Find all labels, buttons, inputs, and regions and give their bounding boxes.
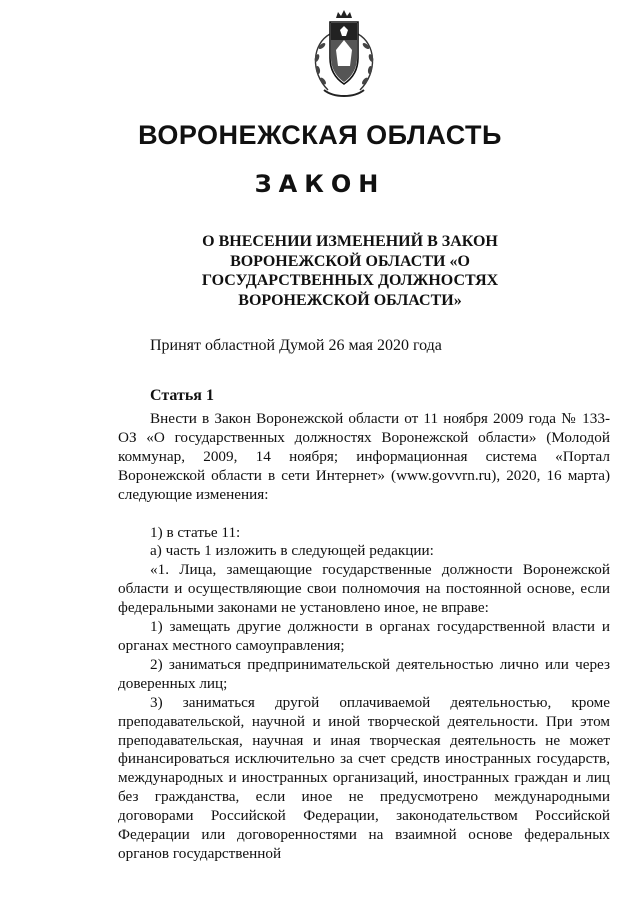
paragraph: «1. Лица, замещающие государственные должности Воронежской области и осуществляющие свои полномочия на постоянной основе, если федеральными законами не установлено иное, не вправе: <box>118 561 610 617</box>
adoption-date: Принят областной Думой 26 мая 2020 года <box>150 337 442 354</box>
paragraph: 2) заниматься предпринимательской деятельностью лично или через доверенных лиц; <box>118 655 610 692</box>
paragraph: а) часть 1 изложить в следующей редакции: <box>150 542 434 560</box>
article-heading: Статья 1 <box>150 387 214 404</box>
law-title-line: ВОРОНЕЖСКОЙ ОБЛАСТИ» <box>238 291 462 309</box>
law-title-line: ВОРОНЕЖСКОЙ ОБЛАСТИ «О <box>230 252 470 270</box>
region-name: ВОРОНЕЖСКАЯ ОБЛАСТЬ <box>138 120 502 150</box>
document-body <box>118 410 610 864</box>
paragraph: Внести в Закон Воронежской области от 11 ноября 2009 года № 133-ОЗ «О государственных должностях Воронежской области» (Молодой коммунар, 2009, 14 ноября; информационная система «Портал Воронежской области в сети Интернет» (www.govvrn.ru), 2020, 16 марта) следующие изменения: <box>118 410 610 503</box>
document-type: ЗАКОН <box>254 170 386 198</box>
paragraph: 1) в статье 11: <box>150 523 241 541</box>
law-title-line: О ВНЕСЕНИИ ИЗМЕНЕНИЙ В ЗАКОН <box>202 233 498 250</box>
law-title <box>150 232 550 310</box>
paragraph: 1) замещать другие должности в органах государственной власти и органах местного самоуправления; <box>118 618 610 654</box>
law-title-line: ГОСУДАРСТВЕННЫХ ДОЛЖНОСТЯХ <box>201 272 499 289</box>
paragraph: 3) заниматься другой оплачиваемой деятельностью, кроме преподавательской, научной и иной творческой деятельности. При этом преподавательская, научная и иная творческая деятельность не может финансироваться исключительно за счет средств иностранных государств, международных и иностранных организаций, иностранных граждан и лиц без гражданства, если иное не предусмотрено международными договорами Российской Федерации, законодательством Российской Федерации или договоренностями на взаимной основе федеральных органов государственной <box>118 693 610 862</box>
coat-of-arms-icon <box>300 10 388 102</box>
